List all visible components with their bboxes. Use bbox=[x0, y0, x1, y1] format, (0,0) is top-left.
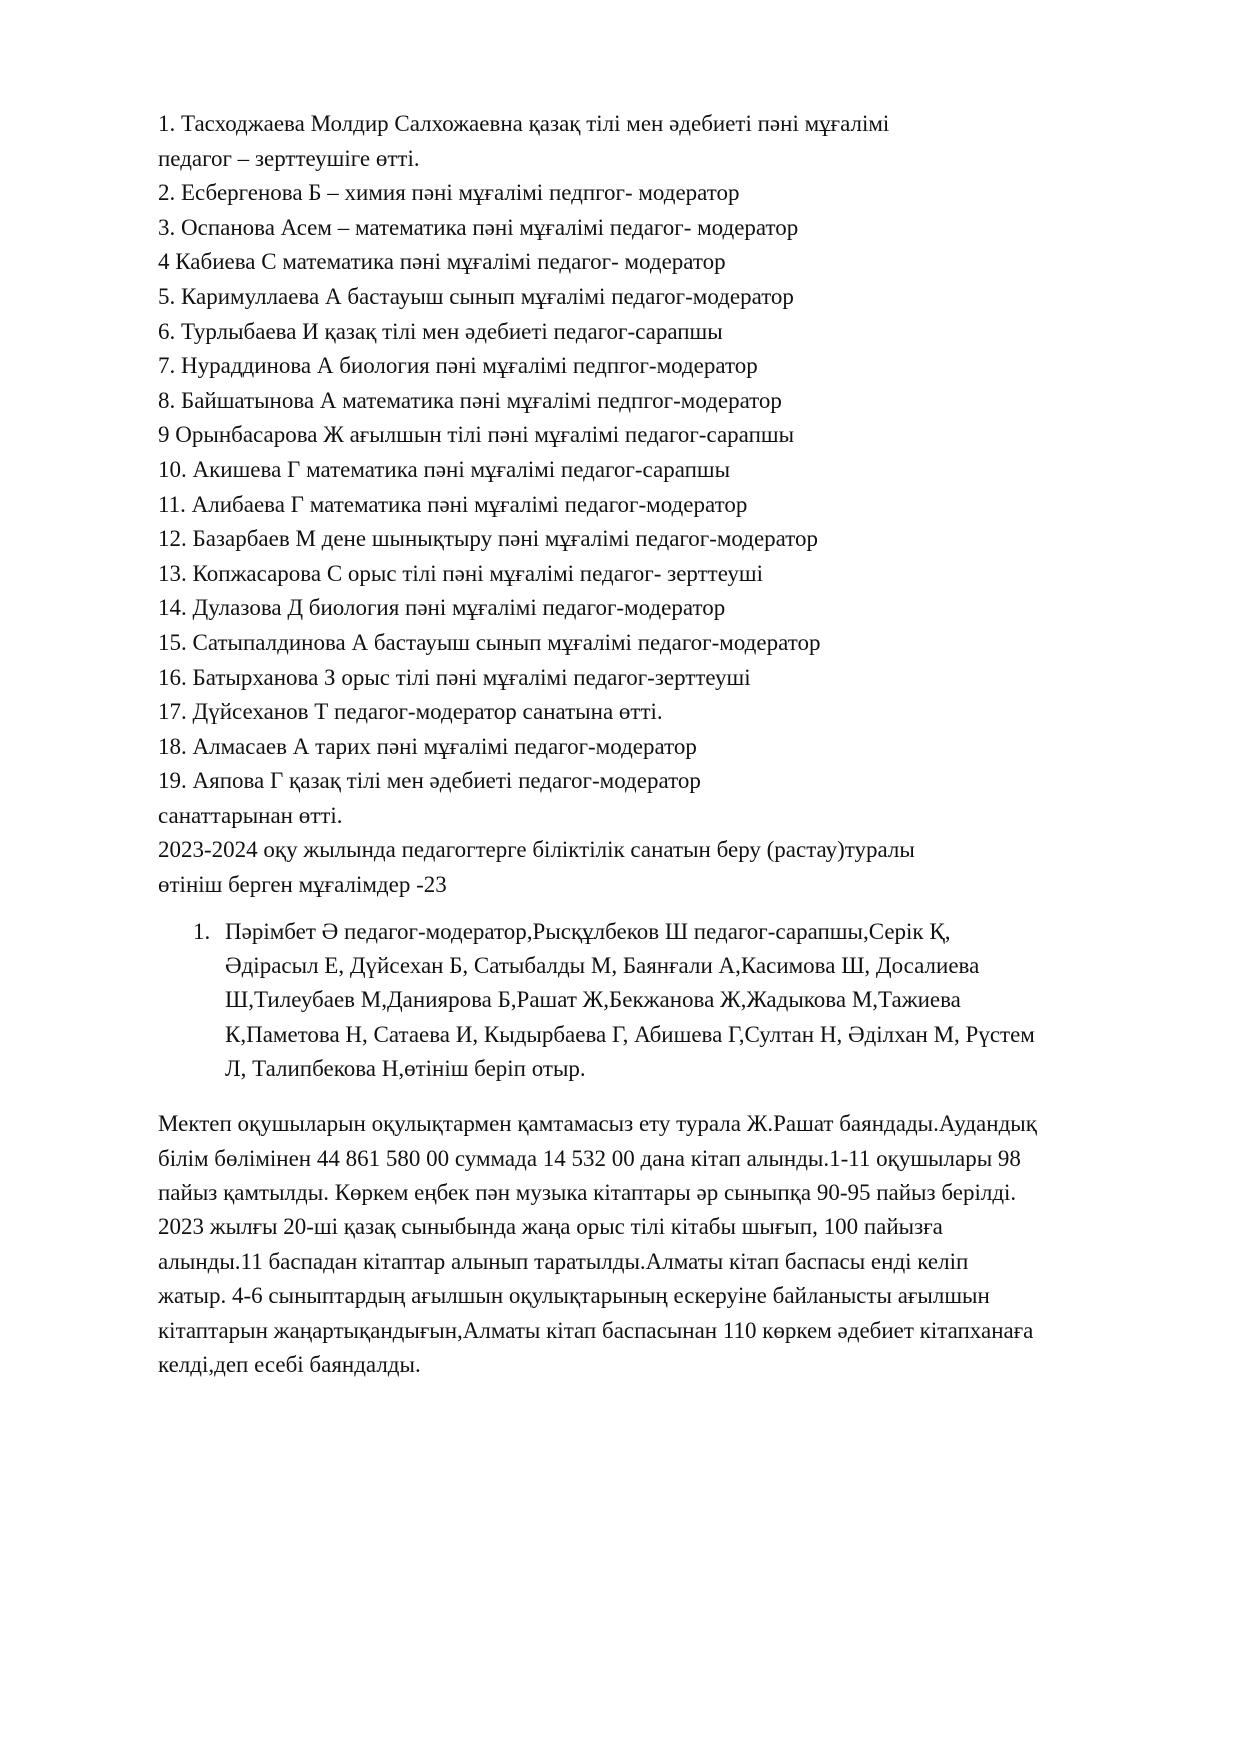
list-item: 2. Есбергенова Б – химия пәні мұғалімі педпгог- модератор bbox=[158, 180, 740, 206]
list-item: 5. Каримуллаева А бастауыш сынып мұғалімі педагог-модератор bbox=[158, 283, 794, 309]
list-item: 13. Копжасарова С орыс тілі пәні мұғалімі педагог- зерттеуші bbox=[158, 560, 763, 586]
list-item: 16. Батырханова З орыс тілі пәні мұғалімі педагог-зерттеуші bbox=[158, 664, 751, 690]
list-item: 18. Алмасаев А тарих пәні мұғалімі педагог-модератор bbox=[158, 733, 697, 759]
list-item: 11. Алибаева Г математика пәні мұғалімі педагог-модератор bbox=[158, 491, 748, 517]
applications-heading-line: 2023-2024 оқу жылында педагогтерге біліктілік санатын беру (растау)туралы bbox=[158, 837, 915, 863]
list-item-number: 1. bbox=[193, 918, 211, 944]
list-item-continuation: педагог – зерттеушіге өтті. bbox=[158, 145, 420, 171]
applications-list bbox=[158, 915, 1038, 1086]
applications-heading bbox=[158, 833, 1038, 902]
list-item: 1. Тасходжаева Молдир Салхожаевна қазақ тілі мен әдебиеті пәні мұғалімі bbox=[158, 111, 890, 136]
list-item: 4 Кабиева С математика пәні мұғалімі педагог- модератор bbox=[158, 249, 726, 275]
list-item: 9 Орынбасарова Ж ағылшын тілі пәні мұғалімі педагог-сарапшы bbox=[158, 422, 795, 448]
list-item: 12. Базарбаев М дене шынықтыру пәні мұғалімі педагог-модератор bbox=[158, 526, 819, 552]
applications-heading-line: өтініш берген мұғалімдер -23 bbox=[158, 872, 447, 898]
qualification-results-list bbox=[158, 107, 1038, 833]
list-item: 14. Дулазова Д биология пәні мұғалімі педагог-модератор bbox=[158, 595, 726, 621]
list-item: 10. Акишева Г математика пәні мұғалімі педагог-сарапшы bbox=[158, 456, 731, 482]
list-item: 19. Аяпова Г қазақ тілі мен әдебиеті педагог-модератор bbox=[158, 768, 701, 794]
list-item: 7. Нураддинова А биология пәні мұғалімі педпгог-модератор bbox=[158, 353, 758, 379]
list-item: 17. Дүйсеханов Т педагог-модератор санатына өтті. bbox=[158, 699, 663, 725]
list-item: 3. Оспанова Асем – математика пәні мұғалімі педагог- модератор bbox=[158, 214, 799, 240]
list-item: 8. Байшатынова А математика пәні мұғалімі педпгог-модератор bbox=[158, 387, 782, 413]
textbooks-report-paragraph: Мектеп оқушыларын оқулықтармен қамтамасыз ету турала Ж.Рашат баяндады.Аудандық білім бөлімінен 44 861 580 00 суммада 14 532 00 дана кітап алынды.1-11 оқушылары 98 пайыз қамтылды. Көркем еңбек пән музыка кітаптары әр сыныпқа 90-95 пайыз берілді. 2023 жылғы 20-ші қазақ сыныбында жаңа орыс тілі кітабы шығып, 100 пайызға алынды.11 баспадан кітаптар алынып таратылды.Алматы кітап баспасы енді келіп жатыр. 4-6 сыныптардың ағылшын оқулықтарының ескеруіне байланысты ағылшын кітаптарын жаңартықандығын,Алматы кітап баспасынан 110 көркем әдебиет кітапханаға келді,деп есебі баяндалды. bbox=[158, 1111, 1037, 1377]
list-item: Пәрімбет Ә педагог-модератор,Рысқұлбеков Ш педагог-сарапшы,Серік Қ, Әдірасыл Е, Дүйсехан Б, Сатыбалды М, Баянғали А,Касимова Ш, Досалиева Ш,Тилеубаев М,Даниярова Б,Рашат Ж,Бекжанова Ж,Жадыкова М,Тажиева К,Паметова Н, Сатаева И, Кыдырбаева Г, Абишева Г,Султан Н, Әділхан М, Рүстем Л, Талипбекова Н,өтініш беріп отыр. bbox=[225, 918, 1035, 1081]
document-page bbox=[158, 107, 1038, 1405]
list-item: 6. Турлыбаева И қазақ тілі мен әдебиеті педагог-сарапшы bbox=[158, 318, 723, 344]
list-closing-line: санаттарынан өтті. bbox=[158, 802, 343, 828]
list-item: 15. Сатыпалдинова А бастауыш сынып мұғалімі педагог-модератор bbox=[158, 629, 821, 655]
